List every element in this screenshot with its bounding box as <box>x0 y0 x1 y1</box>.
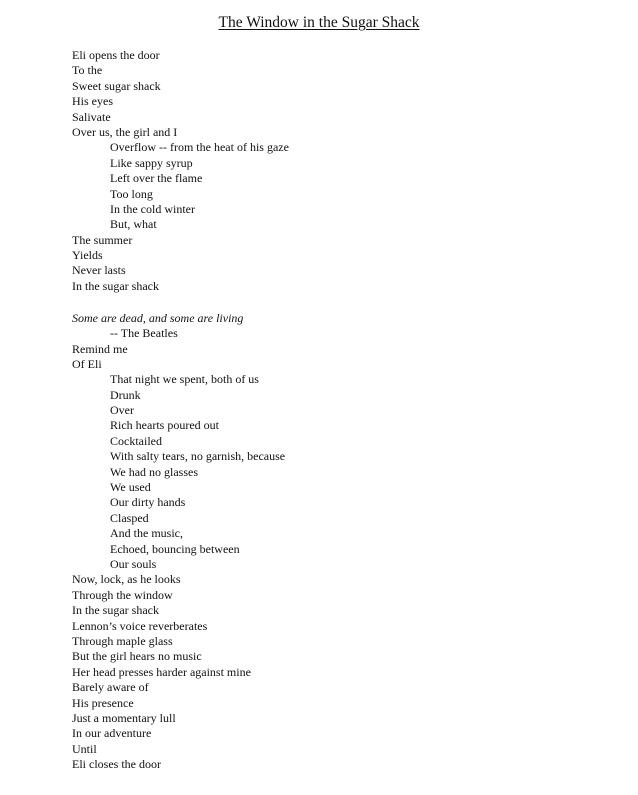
poem-line: Clasped <box>110 510 149 525</box>
poem-line: Over us, the girl and I <box>72 124 178 139</box>
poem-line: Rich hearts poured out <box>110 418 219 433</box>
poem-line: Sweet sugar shack <box>72 78 161 93</box>
poem-line: Just a momentary lull <box>72 710 176 725</box>
poem-line: Her head presses harder against mine <box>72 664 251 679</box>
poem-line: Now, lock, as he looks <box>72 572 181 587</box>
poem-line: Through maple glass <box>72 633 173 648</box>
poem-line: -- The Beatles <box>110 326 178 341</box>
poem-line: Our dirty hands <box>110 495 186 510</box>
poem-line: Of Eli <box>72 356 102 371</box>
poem-line: We had no glasses <box>110 464 199 479</box>
poem-line: His eyes <box>72 94 113 109</box>
poem-line: But the girl hears no music <box>72 649 202 664</box>
poem-line: Our souls <box>110 557 157 571</box>
poem-line: In the sugar shack <box>72 603 159 618</box>
poem-line: Eli opens the door <box>72 48 160 62</box>
poem-line: Through the window <box>72 587 173 602</box>
poem-line: In the cold winter <box>110 201 195 216</box>
poem-line: Echoed, bouncing between <box>110 541 240 556</box>
poem-line: And the music, <box>110 526 183 541</box>
poem-line: Over <box>110 403 134 418</box>
poem-line: Never lasts <box>72 263 126 278</box>
poem-line: Remind me <box>72 341 128 356</box>
poem-line: Yields <box>72 248 103 263</box>
poem-line: Barely aware of <box>72 680 149 695</box>
poem-body <box>72 48 612 772</box>
poem-line: Left over the flame <box>110 171 203 186</box>
poem-title: The Window in the Sugar Shack <box>218 14 420 31</box>
poem-line: Like sappy syrup <box>110 155 193 170</box>
poem-line: To the <box>72 63 103 78</box>
poem-line: Eli closes the door <box>72 757 161 772</box>
poem-line: In our adventure <box>72 726 152 741</box>
stanza <box>72 48 612 294</box>
poem-line: Drunk <box>110 387 141 402</box>
poem-line: But, what <box>110 217 157 232</box>
poem-line: We used <box>110 480 151 495</box>
poem-line: That night we spent, both of us <box>110 372 259 387</box>
poem-line: Overflow -- from the heat of his gaze <box>110 140 289 155</box>
poem-line: His presence <box>72 695 134 710</box>
poem-line: In the sugar shack <box>72 278 159 293</box>
poem-line: Until <box>72 741 97 756</box>
poem-line: Cocktailed <box>110 433 162 448</box>
poem-line: Too long <box>110 186 153 201</box>
poem-line: Some are dead, and some are living <box>72 310 244 325</box>
poem-line: Salivate <box>72 109 111 124</box>
poem-line: The summer <box>72 232 133 247</box>
poem-line: Lennon’s voice reverberates <box>72 618 208 633</box>
poem-line: With salty tears, no garnish, because <box>110 449 286 464</box>
stanza <box>72 311 612 773</box>
stanza-break <box>72 294 612 311</box>
